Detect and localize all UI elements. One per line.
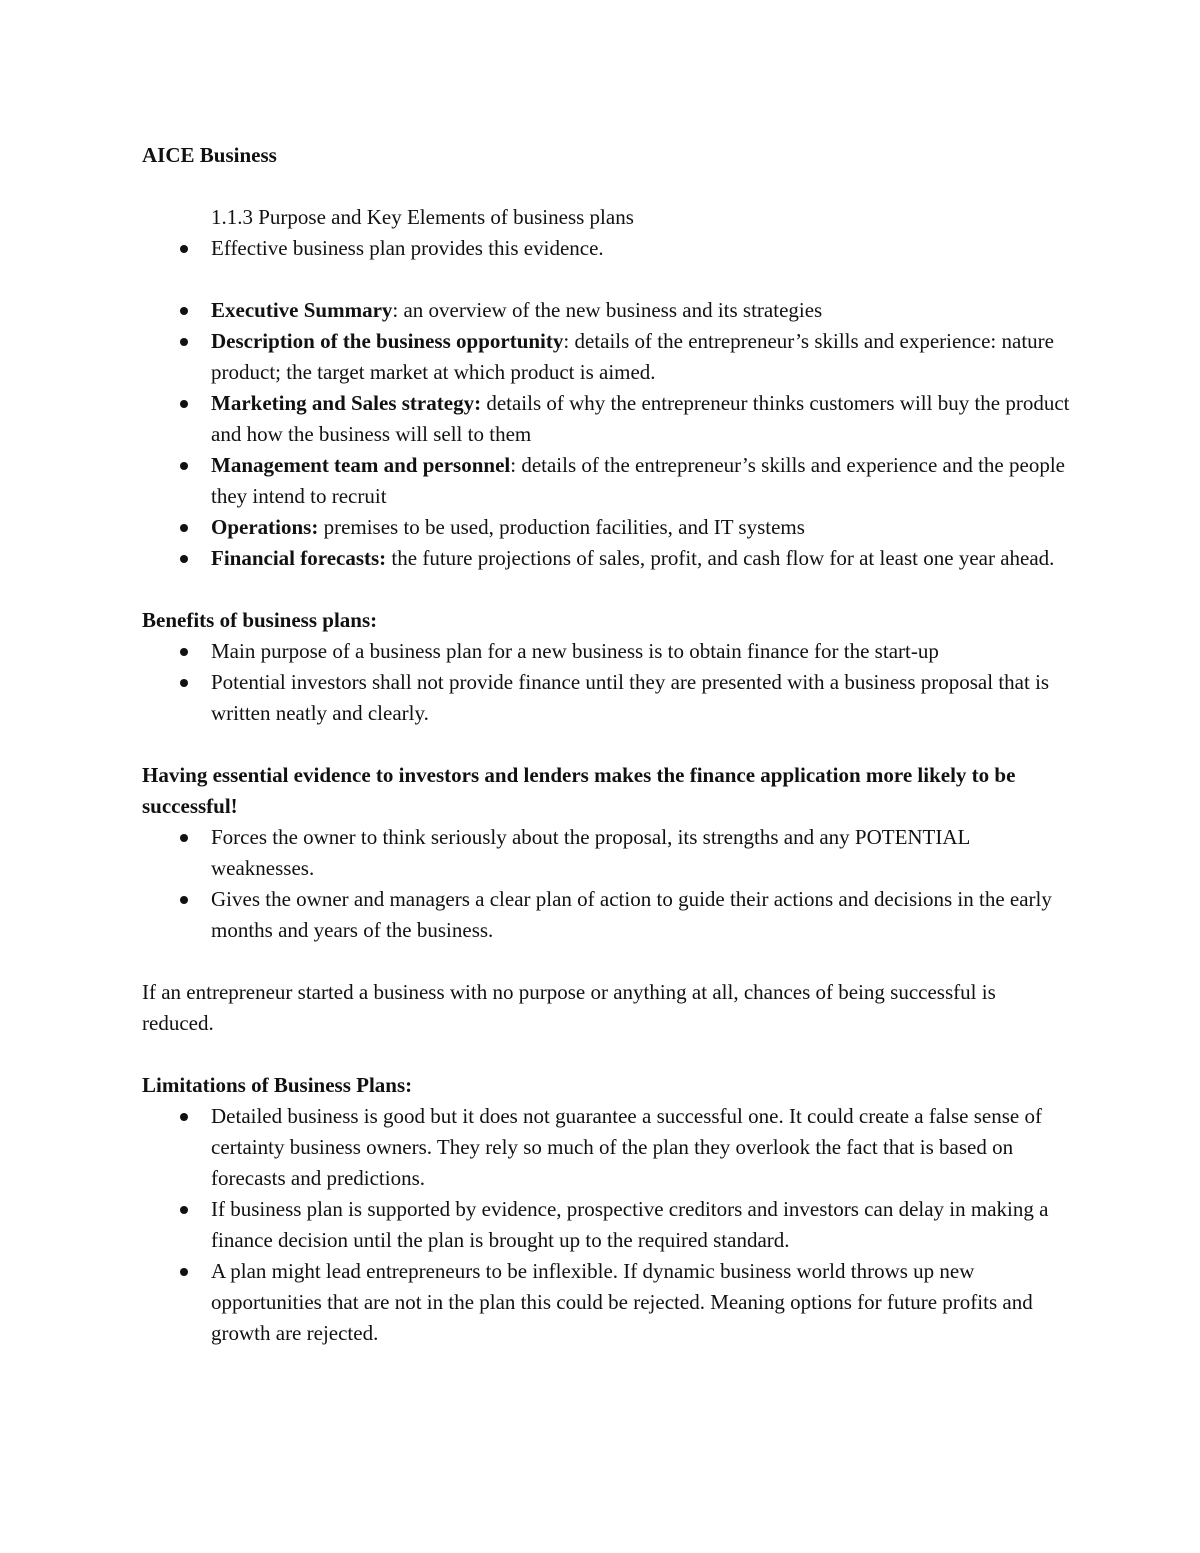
bullet-icon [180,245,188,253]
element-text: premises to be used, production facilities, and IT systems [318,515,805,539]
list-item: Gives the owner and managers a clear plan of action to guide their actions and decisions in the early months and years of the business. [142,884,1072,946]
list-item: If business plan is supported by evidence, prospective creditors and investors can delay in making a finance decision until the plan is brought up to the required standard. [142,1194,1072,1256]
list-item: Effective business plan provides this evidence. [142,233,1072,264]
bullet-icon [180,648,188,656]
element-term: Executive Summary [211,298,393,322]
list-item: Detailed business is good but it does not guarantee a successful one. It could create a false sense of certainty business owners. They rely so much of the plan they overlook the fact that is based on forecasts and predictions. [142,1101,1072,1194]
bullet-icon [180,1113,188,1121]
document-title: AICE Business [142,143,277,167]
list-item: Main purpose of a business plan for a new business is to obtain finance for the start-up [142,636,1072,667]
bullet-icon [180,307,188,315]
bullet-icon [180,555,188,563]
list-item: A plan might lead entrepreneurs to be inflexible. If dynamic business world throws up new opportunities that are not in the plan this could be rejected. Meaning options for future profits and growth are rejected. [142,1256,1072,1349]
list-item [142,326,1072,388]
bullet-icon [180,679,188,687]
bullet-icon [180,1268,188,1276]
key-elements-list [142,295,1072,574]
bullet-icon [180,834,188,842]
element-term: Financial forecasts: [211,546,387,570]
bullet-icon [180,400,188,408]
element-text: : details of the entrepreneur’s skills and experience and the people they intend to recruit [211,453,1065,508]
bullet-icon [180,524,188,532]
benefits-list [142,636,1072,729]
list-item: Potential investors shall not provide finance until they are presented with a business proposal that is written neatly and clearly. [142,667,1072,729]
bullet-icon [180,896,188,904]
element-term: Management team and personnel [211,453,511,477]
list-item [142,388,1072,450]
list-item [142,295,1072,326]
element-text: details of why the entrepreneur thinks customers will buy the product and how the business will sell to them [211,391,1070,446]
bullet-icon [180,462,188,470]
element-text: : details of the entrepreneur’s skills and experience: nature product; the target market at which product is aimed. [211,329,1054,384]
list-item [142,543,1072,574]
evidence-heading: Having essential evidence to investors and lenders makes the finance application more likely to be successful! [142,763,1016,818]
list-item [142,450,1072,512]
list-item [142,512,1072,543]
intro-list [142,233,1072,264]
document-page [142,140,1072,1349]
element-text: the future projections of sales, profit, and cash flow for at least one year ahead. [386,546,1055,570]
evidence-list [142,822,1072,946]
limitations-heading: Limitations of Business Plans: [142,1073,413,1097]
bullet-icon [180,1206,188,1214]
purpose-paragraph: If an entrepreneur started a business with no purpose or anything at all, chances of being successful is reduced. [142,980,996,1035]
element-term: Description of the business opportunity [211,329,564,353]
element-term: Marketing and Sales strategy: [211,391,482,415]
benefits-heading: Benefits of business plans: [142,608,378,632]
section-label: 1.1.3 Purpose and Key Elements of business plans [211,205,634,229]
limitations-list [142,1101,1072,1349]
bullet-icon [180,338,188,346]
element-term: Operations: [211,515,319,539]
list-item: Forces the owner to think seriously about the proposal, its strengths and any POTENTIAL weaknesses. [142,822,1072,884]
element-text: : an overview of the new business and its strategies [392,298,823,322]
